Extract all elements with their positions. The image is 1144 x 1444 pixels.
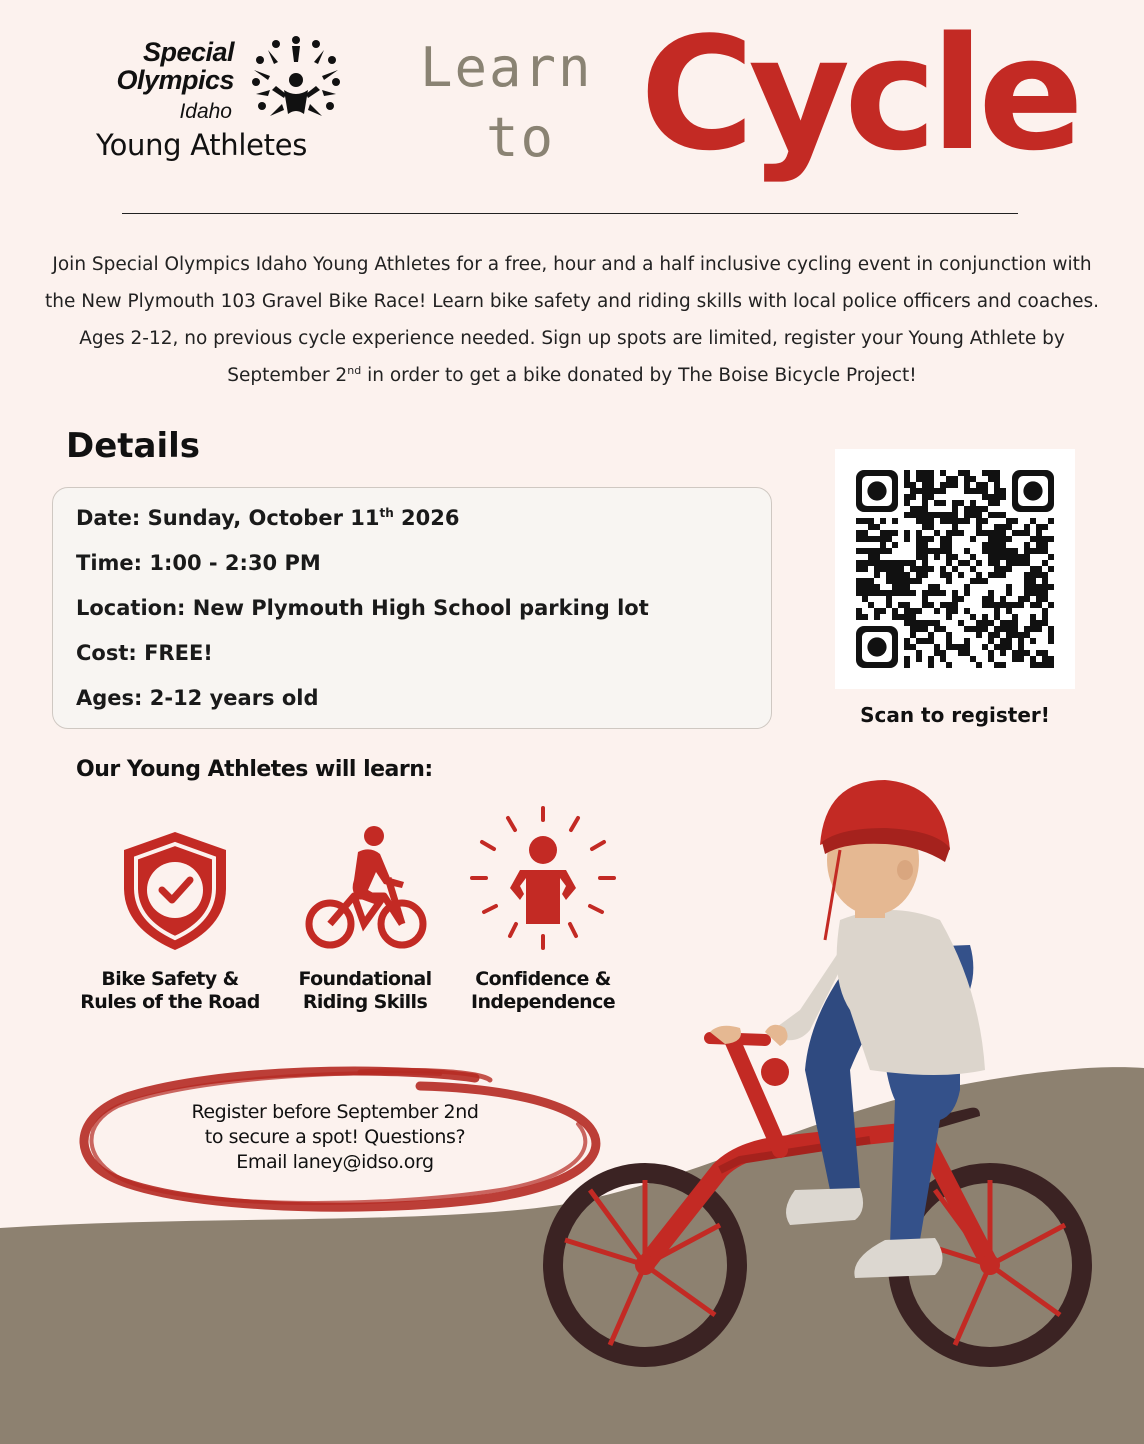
detail-location: Location: New Plymouth High School parking lot	[76, 596, 649, 620]
intro-line: Ages 2-12, no previous cycle experience needed. Sign up spots are limited, register your Young Athlete by	[79, 328, 1065, 349]
qr-code[interactable]	[835, 449, 1075, 689]
title-learn: Learn	[420, 36, 593, 99]
detail-date: Date: Sunday, October 11th 2026	[76, 506, 460, 530]
qr-finder-pattern	[1012, 470, 1054, 512]
cyclist-icon	[304, 826, 428, 952]
register-callout: Register before September 2nd to secure a spot! Questions? Email laney@idso.org	[191, 1101, 479, 1173]
logo-program: Young Athletes	[96, 128, 308, 162]
details-heading: Details	[66, 426, 201, 466]
skill-label-riding: Foundational Riding Skills	[298, 968, 432, 1013]
child-on-bike-illustration	[540, 770, 1100, 1410]
intro-line: September 2nd in order to get a bike donated by The Boise Bicycle Project!	[227, 363, 917, 386]
qr-code-icon	[835, 449, 1075, 689]
skill-label-confidence: Confidence & Independence	[470, 968, 616, 1013]
shield-check-icon	[122, 830, 228, 952]
title-to: to	[486, 106, 556, 169]
intro-line: the New Plymouth 103 Gravel Bike Race! Learn bike safety and riding skills with local police officers and coaches.	[44, 291, 1100, 312]
qr-finder-pattern	[856, 626, 898, 668]
special-olympics-emblem-icon	[246, 34, 346, 134]
intro-line: Join Special Olympics Idaho Young Athletes for a free, hour and a half inclusive cycling event in conjunction with	[52, 254, 1092, 275]
qr-caption: Scan to register!	[860, 703, 1050, 727]
detail-cost: Cost: FREE!	[76, 641, 213, 665]
skill-label-safety: Bike Safety & Rules of the Road	[80, 968, 260, 1013]
logo-region: Idaho	[179, 100, 232, 123]
detail-ages: Ages: 2-12 years old	[76, 686, 319, 710]
header-divider	[122, 213, 1018, 214]
qr-finder-pattern	[856, 470, 898, 512]
logo-special-olympics: Special Olympics	[116, 37, 234, 95]
detail-time: Time: 1:00 - 2:30 PM	[76, 551, 321, 575]
learn-heading: Our Young Athletes will learn:	[76, 757, 433, 782]
title-cycle: Cycle	[640, 3, 1078, 185]
intro-paragraph	[30, 246, 1114, 394]
